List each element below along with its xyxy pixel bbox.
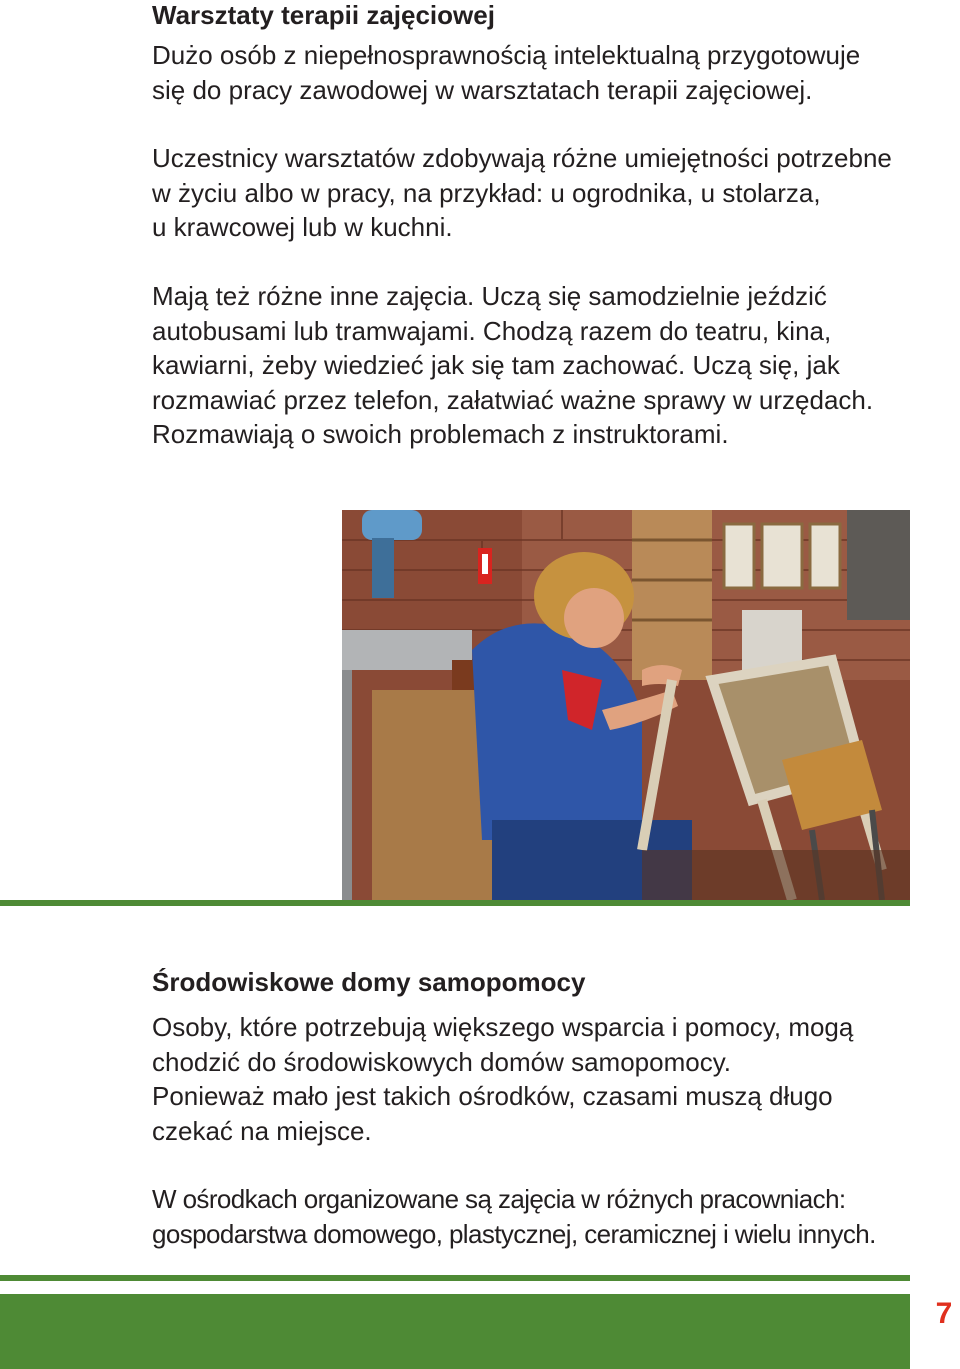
text-line: Dużo osób z niepełnosprawnością intelektualną przygotowuje	[152, 40, 861, 70]
text-line: Mają też różne inne zajęcia. Uczą się samodzielnie jeździć	[152, 281, 827, 311]
text-line: W ośrodkach organizowane są zajęcia w różnych pracowniach:	[152, 1184, 846, 1214]
paragraph-self-help-homes-activities	[152, 1182, 876, 1251]
text-line: gospodarstwa domowego, plastycznej, ceramicznej i wielu innych.	[152, 1218, 876, 1249]
text-line: się do pracy zawodowej w warsztatach terapii zajęciowej.	[152, 74, 813, 105]
section-divider	[0, 900, 910, 906]
text-line: Osoby, które potrzebują większego wsparcia i pomocy, mogą	[152, 1012, 854, 1042]
section-heading-workshops: Warsztaty terapii zajęciowej	[152, 0, 495, 30]
text-line: kawiarni, żeby wiedzieć jak się tam zachować. Uczą się, jak	[152, 350, 840, 380]
workshop-photo	[342, 510, 910, 900]
text-line: w życiu albo w pracy, na przykład: u ogrodnika, u stolarza,	[152, 177, 821, 208]
text-line: czekać na miejsce.	[152, 1115, 372, 1146]
paragraph-workshops-skills	[152, 141, 892, 245]
paragraph-self-help-homes-intro	[152, 1010, 853, 1148]
text-line: Uczestnicy warsztatów zdobywają różne umiejętności potrzebne	[152, 143, 892, 173]
text-line: Rozmawiają o swoich problemach z instruktorami.	[152, 419, 729, 449]
text-line: u krawcowej lub w kuchni.	[152, 212, 453, 242]
text-line: rozmawiać przez telefon, załatwiać ważne sprawy w urzędach.	[152, 384, 874, 415]
text-line: autobusami lub tramwajami. Chodzą razem do teatru, kina,	[152, 315, 832, 346]
footer-bar	[0, 1294, 910, 1369]
page-number: 7	[935, 1297, 953, 1330]
section-heading-self-help-homes: Środowiskowe domy samopomocy	[152, 967, 586, 997]
text-line: Ponieważ mało jest takich ośrodków, czasami muszą długo	[152, 1081, 833, 1111]
text-line: chodzić do środowiskowych domów samopomocy.	[152, 1046, 731, 1077]
paragraph-workshops-activities	[152, 279, 873, 452]
paragraph-workshops-intro	[152, 38, 860, 107]
footer-divider	[0, 1275, 910, 1281]
